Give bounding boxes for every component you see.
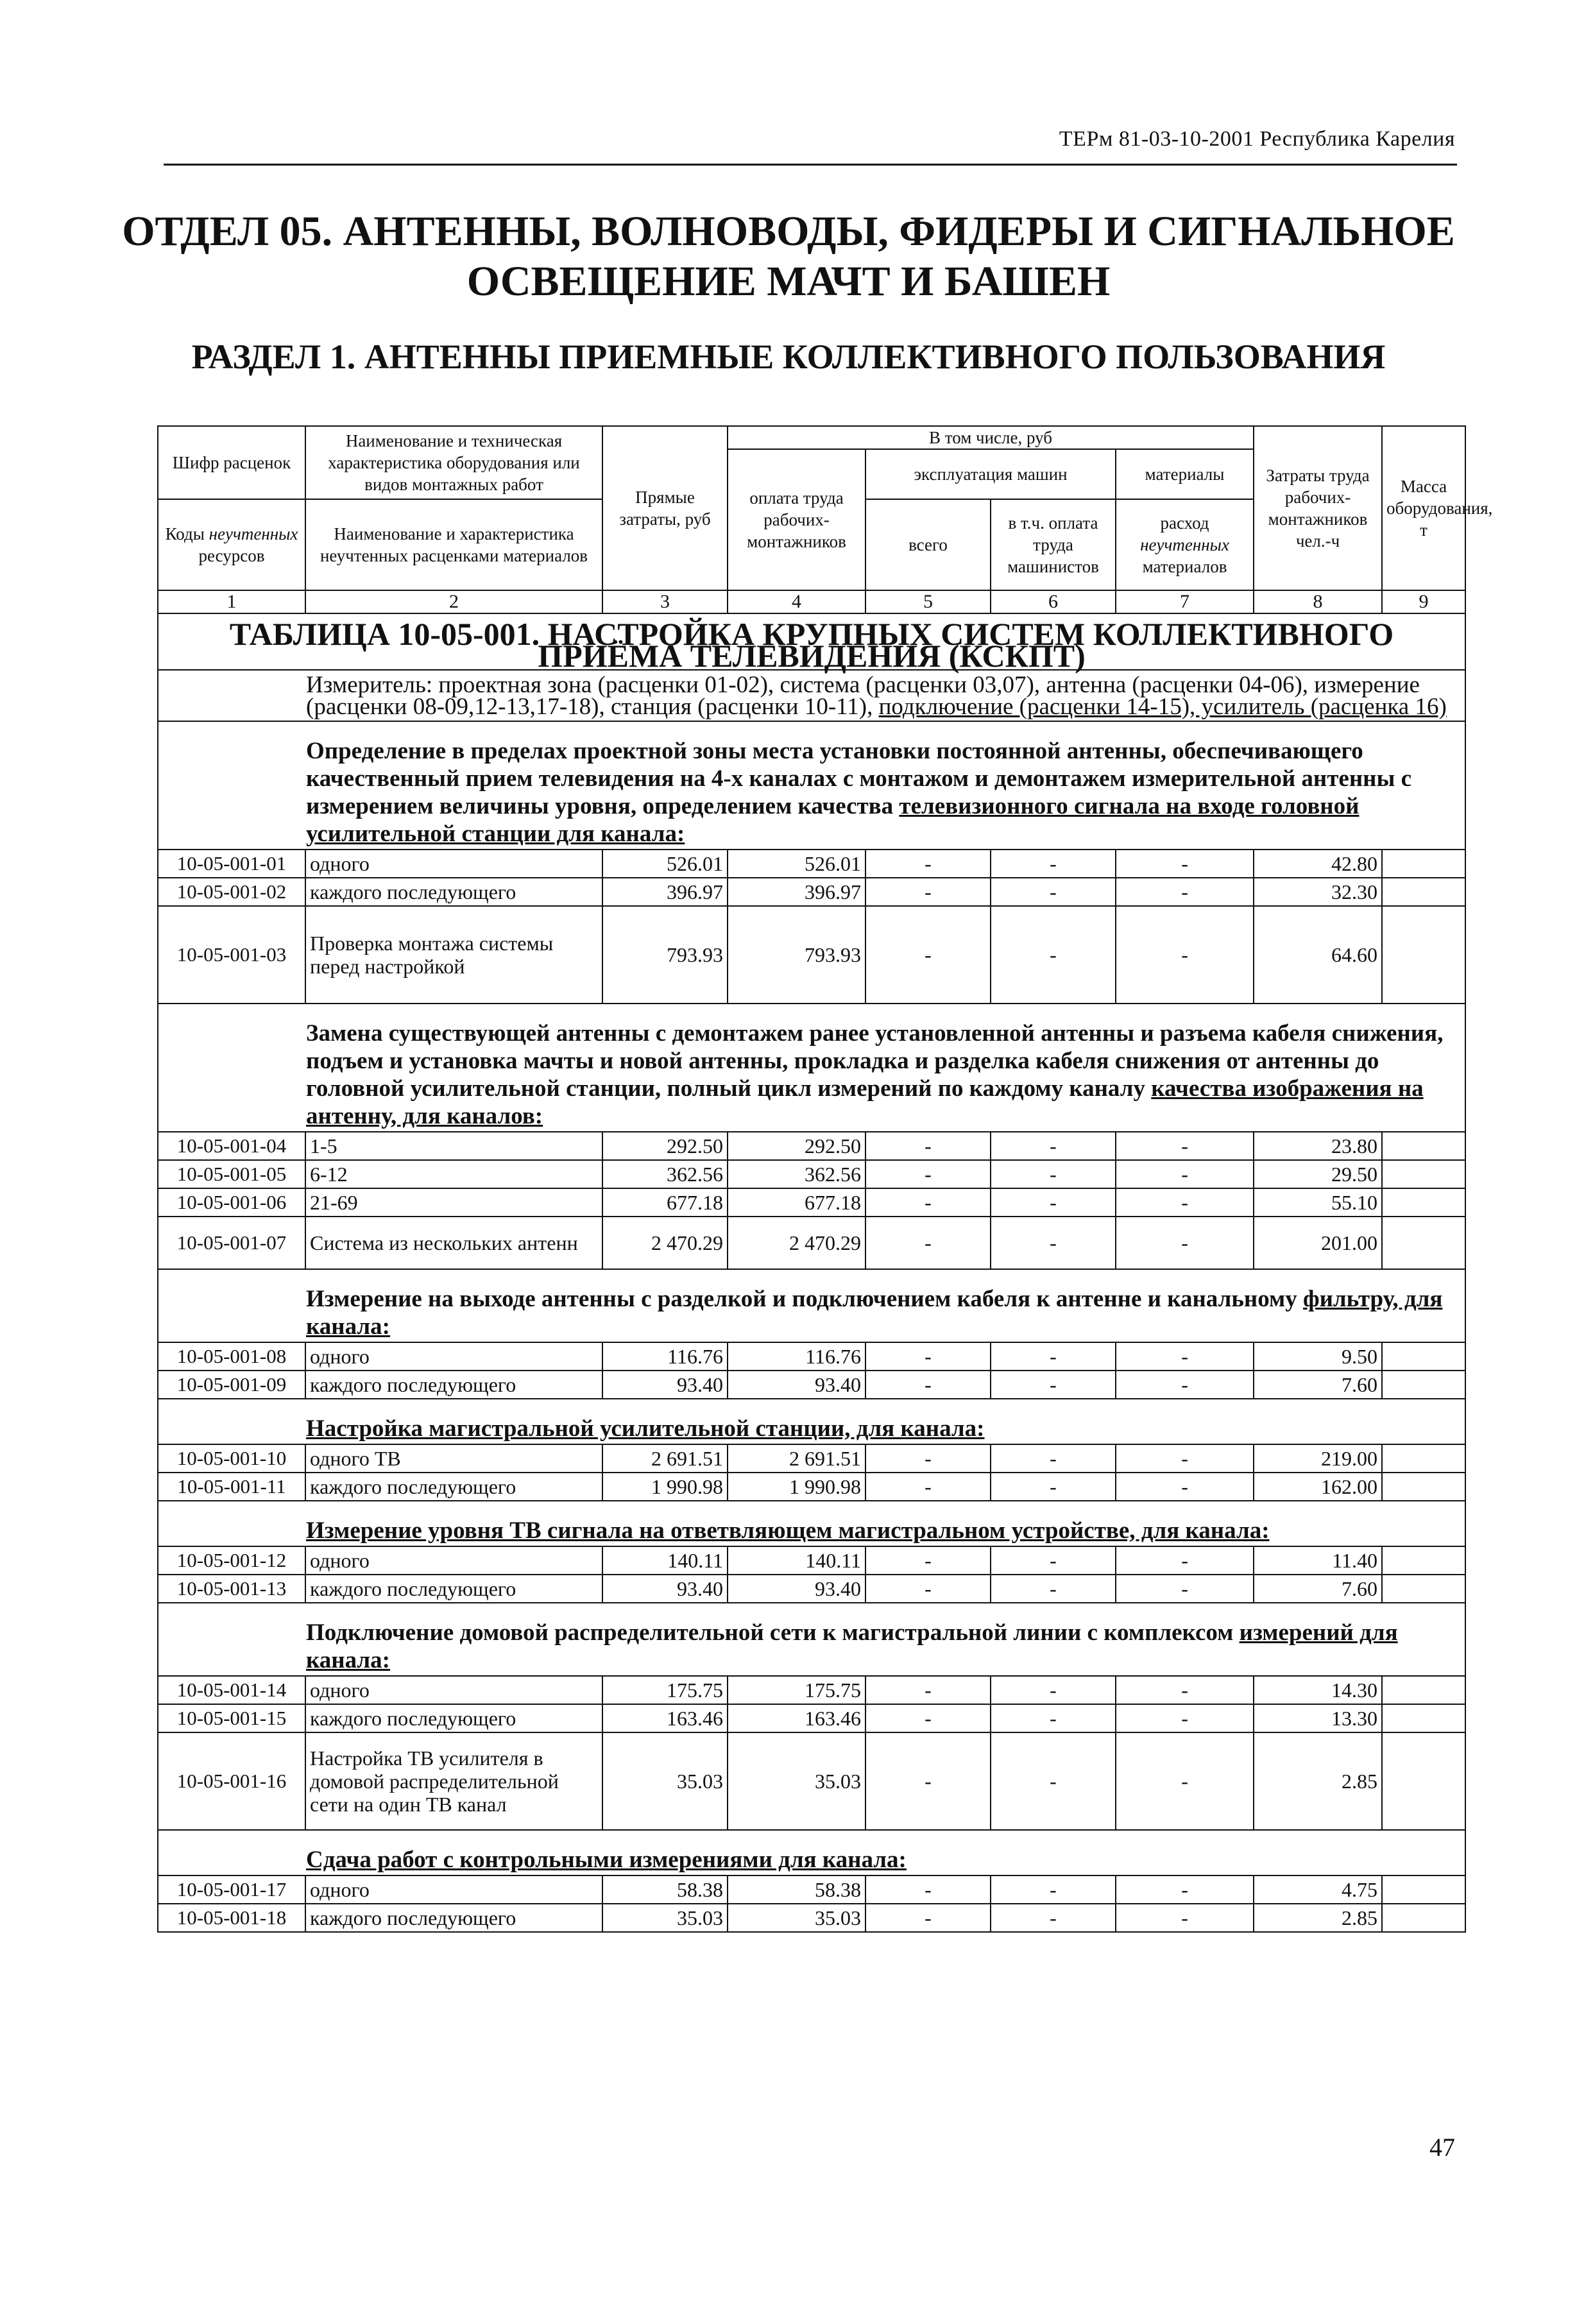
- cell-code: 10-05-001-17: [158, 1875, 305, 1904]
- cell-name: Проверка монтажа системы перед настройкой: [305, 906, 602, 1004]
- cell-mach-pay: -: [991, 1444, 1116, 1473]
- table-row: [158, 1904, 1465, 1932]
- cell-name: одного: [305, 1342, 602, 1371]
- table-row: [158, 1371, 1465, 1399]
- cell-code: 10-05-001-02: [158, 878, 305, 906]
- cell-mat: -: [1116, 1575, 1254, 1603]
- cell-mass: [1382, 1473, 1465, 1501]
- group-title: Подключение домовой распределительной сети к магистральной линии с комплексом измерений для канала:: [158, 1603, 1465, 1676]
- cell-hours: 2.85: [1254, 1904, 1382, 1932]
- cell-mach-pay: -: [991, 1188, 1116, 1217]
- cell-mat: -: [1116, 1160, 1254, 1188]
- cell-code: 10-05-001-09: [158, 1371, 305, 1399]
- cell-hours: 4.75: [1254, 1875, 1382, 1904]
- cell-labor: 793.93: [728, 906, 865, 1004]
- cell-mat: -: [1116, 906, 1254, 1004]
- cell-mat: -: [1116, 850, 1254, 878]
- cell-code: 10-05-001-05: [158, 1160, 305, 1188]
- group-heading: [158, 1830, 1465, 1875]
- cell-mat: -: [1116, 1371, 1254, 1399]
- doc-reference: ТЕРм 81-03-10-2001 Республика Карелия: [1059, 127, 1455, 151]
- group-heading: [158, 1004, 1465, 1132]
- cell-mass: [1382, 1575, 1465, 1603]
- table-row: [158, 1217, 1465, 1269]
- cell-name: каждого последующего: [305, 1575, 602, 1603]
- cell-mach-pay: -: [991, 1732, 1116, 1830]
- cell-direct: 292.50: [602, 1132, 728, 1160]
- col-name-top: Наименование и техническая характеристика оборудования или видов монтажных работ: [305, 426, 602, 499]
- cell-mat: -: [1116, 1904, 1254, 1932]
- cell-mass: [1382, 1444, 1465, 1473]
- col-mass: Масса оборудования, т: [1382, 426, 1465, 590]
- cell-mach-pay: -: [991, 1132, 1116, 1160]
- cell-mass: [1382, 1676, 1465, 1704]
- cell-mat: -: [1116, 1132, 1254, 1160]
- group-heading: [158, 1501, 1465, 1546]
- rates-table: [157, 425, 1493, 1933]
- cell-mach: -: [865, 850, 991, 878]
- cell-hours: 14.30: [1254, 1676, 1382, 1704]
- col-labor-cost: Затраты труда рабочих-монтажников чел.-ч: [1254, 426, 1382, 590]
- cell-mat: -: [1116, 1676, 1254, 1704]
- cell-mat: -: [1116, 878, 1254, 906]
- cell-code: 10-05-001-12: [158, 1546, 305, 1575]
- cell-hours: 42.80: [1254, 850, 1382, 878]
- cell-mass: [1382, 1704, 1465, 1732]
- cell-mach: -: [865, 1575, 991, 1603]
- cell-name: каждого последующего: [305, 1704, 602, 1732]
- cell-mach-pay: -: [991, 1704, 1116, 1732]
- cell-hours: 162.00: [1254, 1473, 1382, 1501]
- cell-mach: -: [865, 1132, 991, 1160]
- table-meter: Измеритель: проектная зона (расценки 01-02), система (расценки 03,07), антенна (расценки 04-06), измерение (расценки 08-09,12-13,17-18), станция (расценки 10-11), подключение (расценки 14-15), усилитель (расценка 16): [158, 670, 1465, 721]
- cell-direct: 175.75: [602, 1676, 728, 1704]
- cell-mat: -: [1116, 1217, 1254, 1269]
- table-row: [158, 878, 1465, 906]
- cell-labor: 526.01: [728, 850, 865, 878]
- cell-mach: -: [865, 1188, 991, 1217]
- table-row: [158, 1546, 1465, 1575]
- cell-labor: 2 691.51: [728, 1444, 865, 1473]
- table-row: [158, 1875, 1465, 1904]
- cell-name: Настройка ТВ усилителя в домовой распределительной сети на один ТВ канал: [305, 1732, 602, 1830]
- table-row: [158, 1160, 1465, 1188]
- cell-name: 21-69: [305, 1188, 602, 1217]
- table-row: [158, 1444, 1465, 1473]
- cell-mach: -: [865, 878, 991, 906]
- table-row: [158, 1342, 1465, 1371]
- col-including: В том числе, руб: [728, 426, 1254, 449]
- col-machines: эксплуатация машин: [865, 449, 1116, 499]
- cell-mat: -: [1116, 1342, 1254, 1371]
- cell-name: каждого последующего: [305, 1904, 602, 1932]
- cell-mach: -: [865, 1473, 991, 1501]
- cell-mass: [1382, 1188, 1465, 1217]
- cell-labor: 35.03: [728, 1732, 865, 1830]
- cell-mat: -: [1116, 1704, 1254, 1732]
- cell-name: 1-5: [305, 1132, 602, 1160]
- cell-hours: 7.60: [1254, 1575, 1382, 1603]
- cell-hours: 29.50: [1254, 1160, 1382, 1188]
- cell-direct: 140.11: [602, 1546, 728, 1575]
- col-mat-use: расход неучтенных материалов: [1116, 499, 1254, 590]
- cell-labor: 1 990.98: [728, 1473, 865, 1501]
- header-rule: [164, 164, 1457, 166]
- cell-mat: -: [1116, 1732, 1254, 1830]
- cell-hours: 23.80: [1254, 1132, 1382, 1160]
- cell-name: 6-12: [305, 1160, 602, 1188]
- cell-mat: -: [1116, 1473, 1254, 1501]
- cell-mach: -: [865, 1875, 991, 1904]
- cell-name: Система из нескольких антенн: [305, 1217, 602, 1269]
- col-mach-pay: в т.ч. оплата труда машинистов: [991, 499, 1116, 590]
- group-title: Настройка магистральной усилительной станции, для канала:: [158, 1399, 1465, 1444]
- cell-direct: 2 470.29: [602, 1217, 728, 1269]
- cell-mach: -: [865, 906, 991, 1004]
- cell-mach-pay: -: [991, 878, 1116, 906]
- cell-direct: 1 990.98: [602, 1473, 728, 1501]
- cell-labor: 677.18: [728, 1188, 865, 1217]
- cell-name: каждого последующего: [305, 1371, 602, 1399]
- cell-direct: 93.40: [602, 1575, 728, 1603]
- table-row: [158, 1132, 1465, 1160]
- department-title: ОТДЕЛ 05. АНТЕННЫ, ВОЛНОВОДЫ, ФИДЕРЫ И СИГНАЛЬНОЕ ОСВЕЩЕНИЕ МАЧТ И БАШЕН: [122, 208, 1455, 305]
- cell-labor: 396.97: [728, 878, 865, 906]
- cell-code: 10-05-001-04: [158, 1132, 305, 1160]
- table-row: [158, 1188, 1465, 1217]
- cell-mass: [1382, 1732, 1465, 1830]
- table-row: [158, 906, 1465, 1004]
- cell-mach-pay: -: [991, 1875, 1116, 1904]
- cell-mach-pay: -: [991, 1546, 1116, 1575]
- cell-code: 10-05-001-01: [158, 850, 305, 878]
- table-row: [158, 1732, 1465, 1830]
- cell-mach: -: [865, 1160, 991, 1188]
- col-mach-all: всего: [865, 499, 991, 590]
- cell-labor: 175.75: [728, 1676, 865, 1704]
- table-title-row: [158, 613, 1465, 670]
- cell-labor: 35.03: [728, 1904, 865, 1932]
- cell-mass: [1382, 1342, 1465, 1371]
- cell-name: одного: [305, 1546, 602, 1575]
- cell-code: 10-05-001-11: [158, 1473, 305, 1501]
- cell-code: 10-05-001-18: [158, 1904, 305, 1932]
- cell-hours: 11.40: [1254, 1546, 1382, 1575]
- cell-hours: 201.00: [1254, 1217, 1382, 1269]
- cell-name: одного ТВ: [305, 1444, 602, 1473]
- cell-mat: -: [1116, 1188, 1254, 1217]
- cell-mass: [1382, 1546, 1465, 1575]
- cell-hours: 55.10: [1254, 1188, 1382, 1217]
- cell-mat: -: [1116, 1875, 1254, 1904]
- cell-mass: [1382, 906, 1465, 1004]
- cell-mat: -: [1116, 1546, 1254, 1575]
- cell-labor: 163.46: [728, 1704, 865, 1732]
- group-title: Замена существующей антенны с демонтажем ранее установленной антенны и разъема кабеля снижения, подъем и установка мачты и новой антенны, прокладка и разделка кабеля снижения от антенны до головной усилительной станции, полный цикл измерений по каждому каналу качества изображения на антенну, для каналов:: [158, 1004, 1465, 1132]
- cell-direct: 2 691.51: [602, 1444, 728, 1473]
- cell-code: 10-05-001-16: [158, 1732, 305, 1830]
- cell-direct: 116.76: [602, 1342, 728, 1371]
- col-cipher: Шифр расценок: [158, 426, 305, 499]
- cell-mach: -: [865, 1904, 991, 1932]
- cell-labor: 93.40: [728, 1371, 865, 1399]
- cell-mass: [1382, 1875, 1465, 1904]
- table-row: [158, 1704, 1465, 1732]
- col-codes: Коды неучтенных ресурсов: [158, 499, 305, 590]
- table-row: [158, 1473, 1465, 1501]
- cell-direct: 35.03: [602, 1732, 728, 1830]
- cell-mach-pay: -: [991, 1217, 1116, 1269]
- cell-mach-pay: -: [991, 1904, 1116, 1932]
- cell-labor: 58.38: [728, 1875, 865, 1904]
- group-heading: [158, 721, 1465, 850]
- cell-name: каждого последующего: [305, 1473, 602, 1501]
- cell-mach-pay: -: [991, 1342, 1116, 1371]
- cell-mach: -: [865, 1546, 991, 1575]
- cell-mass: [1382, 1371, 1465, 1399]
- table-row: [158, 850, 1465, 878]
- group-title: Измерение на выходе антенны с разделкой и подключением кабеля к антенне и канальному фильтру, для канала:: [158, 1269, 1465, 1342]
- cell-code: 10-05-001-10: [158, 1444, 305, 1473]
- cell-direct: 362.56: [602, 1160, 728, 1188]
- cell-direct: 35.03: [602, 1904, 728, 1932]
- cell-direct: 93.40: [602, 1371, 728, 1399]
- cell-direct: 396.97: [602, 878, 728, 906]
- cell-code: 10-05-001-06: [158, 1188, 305, 1217]
- cell-mach: -: [865, 1342, 991, 1371]
- cell-direct: 58.38: [602, 1875, 728, 1904]
- cell-mach-pay: -: [991, 1160, 1116, 1188]
- cell-code: 10-05-001-13: [158, 1575, 305, 1603]
- table-row: [158, 1575, 1465, 1603]
- cell-hours: 7.60: [1254, 1371, 1382, 1399]
- cell-mass: [1382, 850, 1465, 878]
- cell-labor: 362.56: [728, 1160, 865, 1188]
- cell-labor: 292.50: [728, 1132, 865, 1160]
- cell-name: одного: [305, 850, 602, 878]
- cell-name: каждого последующего: [305, 878, 602, 906]
- table-row: [158, 1676, 1465, 1704]
- cell-mass: [1382, 878, 1465, 906]
- group-heading: [158, 1269, 1465, 1342]
- cell-hours: 13.30: [1254, 1704, 1382, 1732]
- cell-mass: [1382, 1904, 1465, 1932]
- cell-mach-pay: -: [991, 1371, 1116, 1399]
- cell-mach: -: [865, 1444, 991, 1473]
- cell-code: 10-05-001-14: [158, 1676, 305, 1704]
- cell-mach-pay: -: [991, 1473, 1116, 1501]
- meter-row: [158, 670, 1465, 721]
- group-title: Определение в пределах проектной зоны места установки постоянной антенны, обеспечивающего качественный прием телевидения на 4-х каналах с монтажом и демонтажем измерительной антенны с измерением величины уровня, определением качества телевизионного сигнала на входе головной усилительной станции для канала:: [158, 721, 1465, 850]
- cell-name: одного: [305, 1676, 602, 1704]
- cell-mat: -: [1116, 1444, 1254, 1473]
- cell-mach: -: [865, 1217, 991, 1269]
- cell-direct: 677.18: [602, 1188, 728, 1217]
- col-labor-pay: оплата труда рабочих-монтажников: [728, 449, 865, 590]
- header-row-1: [158, 426, 1465, 449]
- cell-mach-pay: -: [991, 1575, 1116, 1603]
- cell-labor: 2 470.29: [728, 1217, 865, 1269]
- cell-direct: 793.93: [602, 906, 728, 1004]
- cell-mach: -: [865, 1676, 991, 1704]
- cell-code: 10-05-001-08: [158, 1342, 305, 1371]
- cell-code: 10-05-001-07: [158, 1217, 305, 1269]
- cell-hours: 2.85: [1254, 1732, 1382, 1830]
- col-materials: материалы: [1116, 449, 1254, 499]
- cell-name: одного: [305, 1875, 602, 1904]
- section-title: РАЗДЕЛ 1. АНТЕННЫ ПРИЕМНЫЕ КОЛЛЕКТИВНОГО ПОЛЬЗОВАНИЯ: [191, 337, 1386, 376]
- cell-mass: [1382, 1160, 1465, 1188]
- cell-mach-pay: -: [991, 906, 1116, 1004]
- group-heading: [158, 1399, 1465, 1444]
- cell-labor: 116.76: [728, 1342, 865, 1371]
- cell-mass: [1382, 1217, 1465, 1269]
- page-number: 47: [1429, 2133, 1455, 2162]
- column-numbers: 1 2 3 4 5 6 7 8 9: [158, 590, 1465, 613]
- cell-labor: 93.40: [728, 1575, 865, 1603]
- cell-hours: 9.50: [1254, 1342, 1382, 1371]
- col-direct: Прямые затраты, руб: [602, 426, 728, 590]
- cell-code: 10-05-001-15: [158, 1704, 305, 1732]
- cell-hours: 64.60: [1254, 906, 1382, 1004]
- cell-labor: 140.11: [728, 1546, 865, 1575]
- cell-mach: -: [865, 1704, 991, 1732]
- cell-mach: -: [865, 1371, 991, 1399]
- group-title: Измерение уровня ТВ сигнала на ответвляющем магистральном устройстве, для канала:: [158, 1501, 1465, 1546]
- cell-mass: [1382, 1132, 1465, 1160]
- cell-mach-pay: -: [991, 1676, 1116, 1704]
- cell-hours: 32.30: [1254, 878, 1382, 906]
- table-title: ТАБЛИЦА 10-05-001. НАСТРОЙКА КРУПНЫХ СИСТЕМ КОЛЛЕКТИВНОГО ПРИЁМА ТЕЛЕВИДЕНИЯ (КСКПТ): [158, 613, 1465, 670]
- group-title: Сдача работ с контрольными измерениями для канала:: [158, 1830, 1465, 1875]
- cell-direct: 526.01: [602, 850, 728, 878]
- cell-mach: -: [865, 1732, 991, 1830]
- group-heading: [158, 1603, 1465, 1676]
- cell-hours: 219.00: [1254, 1444, 1382, 1473]
- cell-direct: 163.46: [602, 1704, 728, 1732]
- cell-mach-pay: -: [991, 850, 1116, 878]
- cell-code: 10-05-001-03: [158, 906, 305, 1004]
- col-name-bottom: Наименование и характеристика неучтенных расценками материалов: [305, 499, 602, 590]
